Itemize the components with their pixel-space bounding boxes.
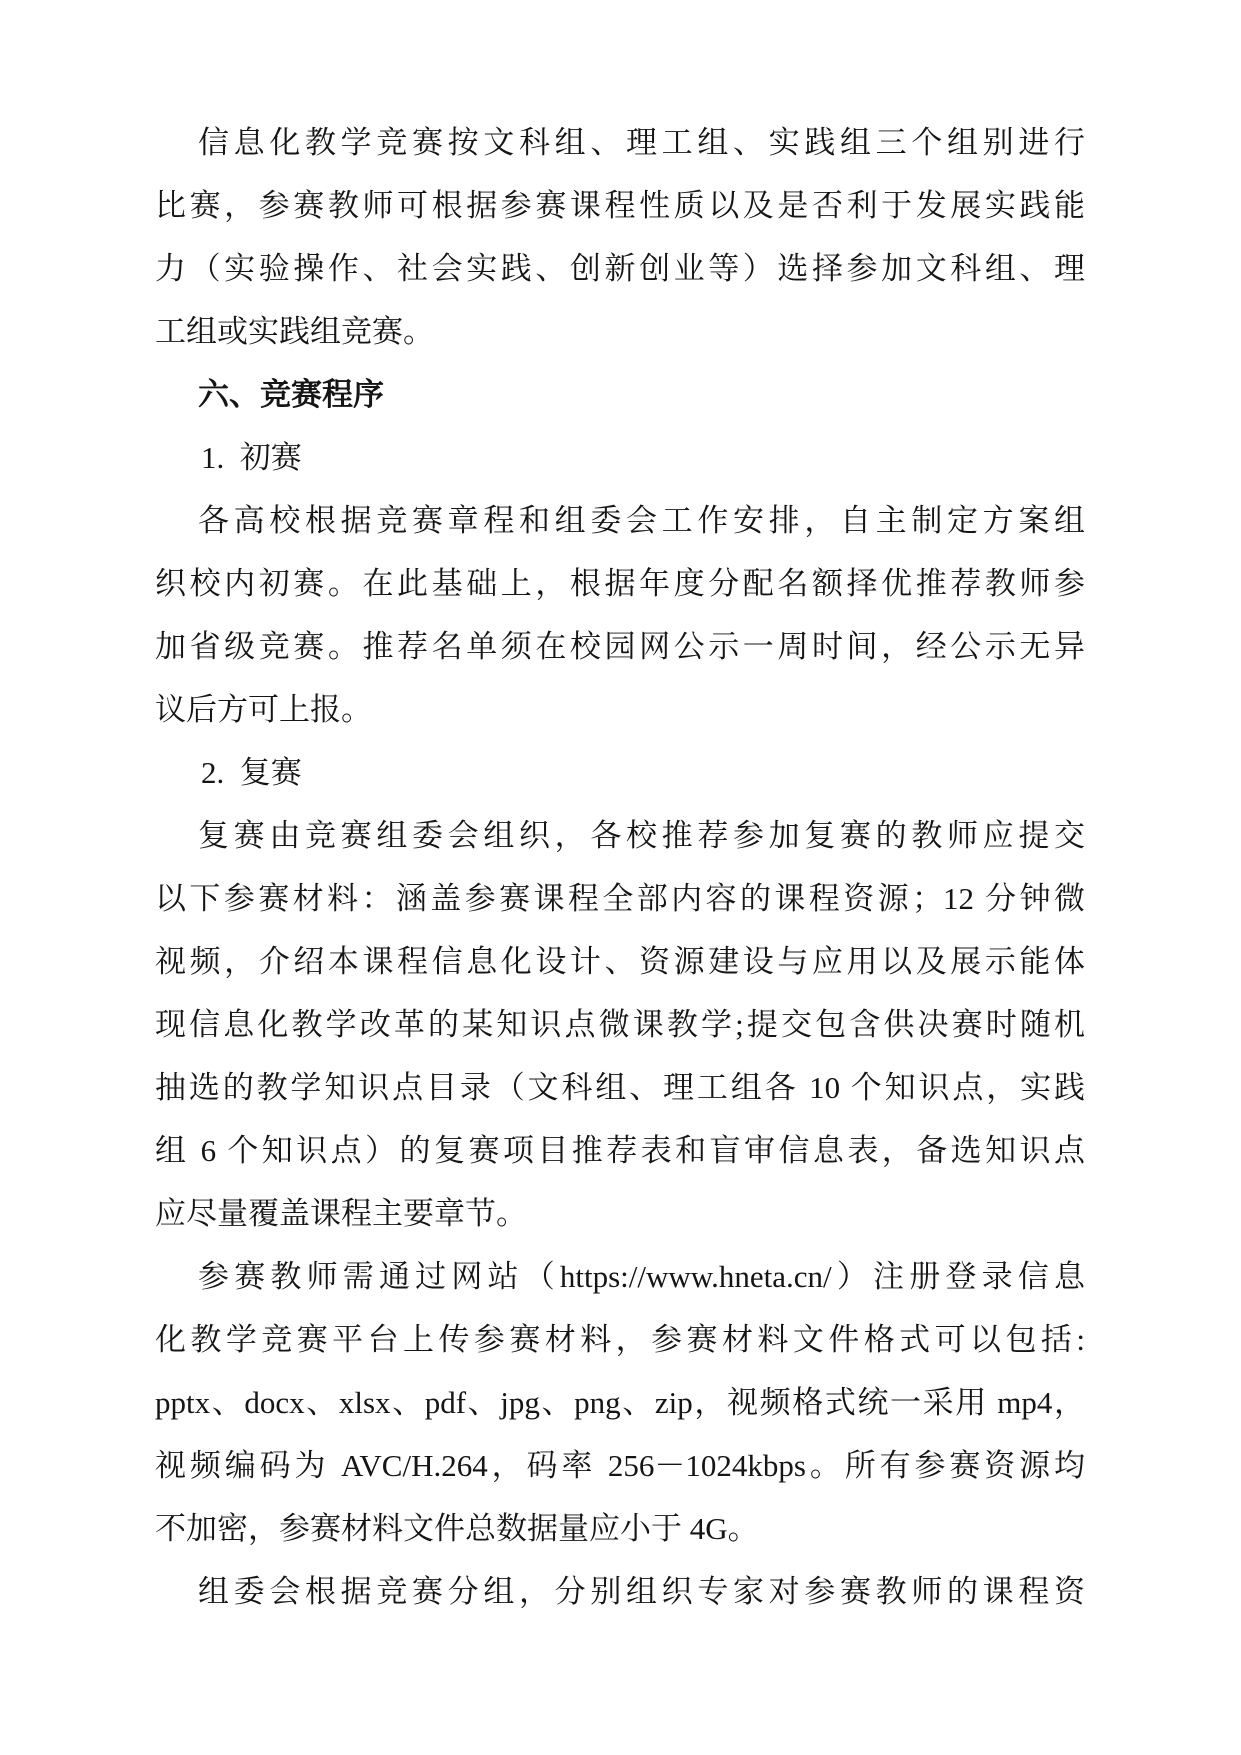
text-line: 比赛，参赛教师可根据参赛课程性质以及是否利于发展实践能 — [155, 188, 1085, 223]
text-line: 应尽量覆盖课程主要章节。 — [155, 1196, 527, 1231]
text-line: 复赛由竞赛组委会组织，各校推荐参加复赛的教师应提交 — [198, 818, 1085, 853]
text-line: 抽选的教学知识点目录（文科组、理工组各 10 个知识点，实践 — [155, 1070, 1085, 1105]
text-line: 以下参赛材料：涵盖参赛课程全部内容的课程资源；12 分钟微 — [155, 881, 1085, 916]
text-line: 组 6 个知识点）的复赛项目推荐表和盲审信息表，备选知识点 — [155, 1133, 1085, 1168]
text-line: 组委会根据竞赛分组，分别组织专家对参赛教师的课程资 — [198, 1574, 1085, 1609]
text-line: 参赛教师需通过网站（https://www.hneta.cn/）注册登录信息 — [198, 1259, 1085, 1294]
text-line: pptx、docx、xlsx、pdf、jpg、png、zip，视频格式统一采用 mp4， — [155, 1385, 1085, 1420]
text-line: 化教学竞赛平台上传参赛材料，参赛材料文件格式可以包括: — [155, 1322, 1085, 1357]
paragraph-preliminary-round — [155, 489, 1085, 741]
text-line: 现信息化教学改革的某知识点微课教学;提交包含供决赛时随机 — [155, 1007, 1085, 1042]
text-line: 视频，介绍本课程信息化设计、资源建设与应用以及展示能体 — [155, 944, 1085, 979]
section-heading-competition-procedure: 六、竞赛程序 — [198, 377, 384, 412]
paragraph-expert-review — [155, 1560, 1085, 1623]
text-line: 织校内初赛。在此基础上，根据年度分配名额择优推荐教师参 — [155, 566, 1085, 601]
text-line: 各高校根据竞赛章程和组委会工作安排，自主制定方案组 — [198, 503, 1085, 538]
paragraph-semifinal-materials — [155, 804, 1085, 1245]
text-line: 不加密，参赛材料文件总数据量应小于 4G。 — [155, 1511, 759, 1546]
text-line: 议后方可上报。 — [155, 692, 372, 727]
text-line: 力（实验操作、社会实践、创新创业等）选择参加文科组、理 — [155, 251, 1085, 286]
text-line: 信息化教学竞赛按文科组、理工组、实践组三个组别进行 — [198, 125, 1085, 160]
text-line: 工组或实践组竞赛。 — [155, 314, 434, 349]
text-line: 视频编码为 AVC/H.264，码率 256－1024kbps。所有参赛资源均 — [155, 1448, 1085, 1483]
text-line: 加省级竞赛。推荐名单须在校园网公示一周时间，经公示无异 — [155, 629, 1085, 664]
paragraph-competition-groups — [155, 111, 1085, 363]
paragraph-upload-platform — [155, 1245, 1085, 1560]
subsection-heading-semifinal-round: 2. 复赛 — [201, 755, 302, 790]
subsection-heading-preliminary-round: 1. 初赛 — [201, 440, 302, 475]
